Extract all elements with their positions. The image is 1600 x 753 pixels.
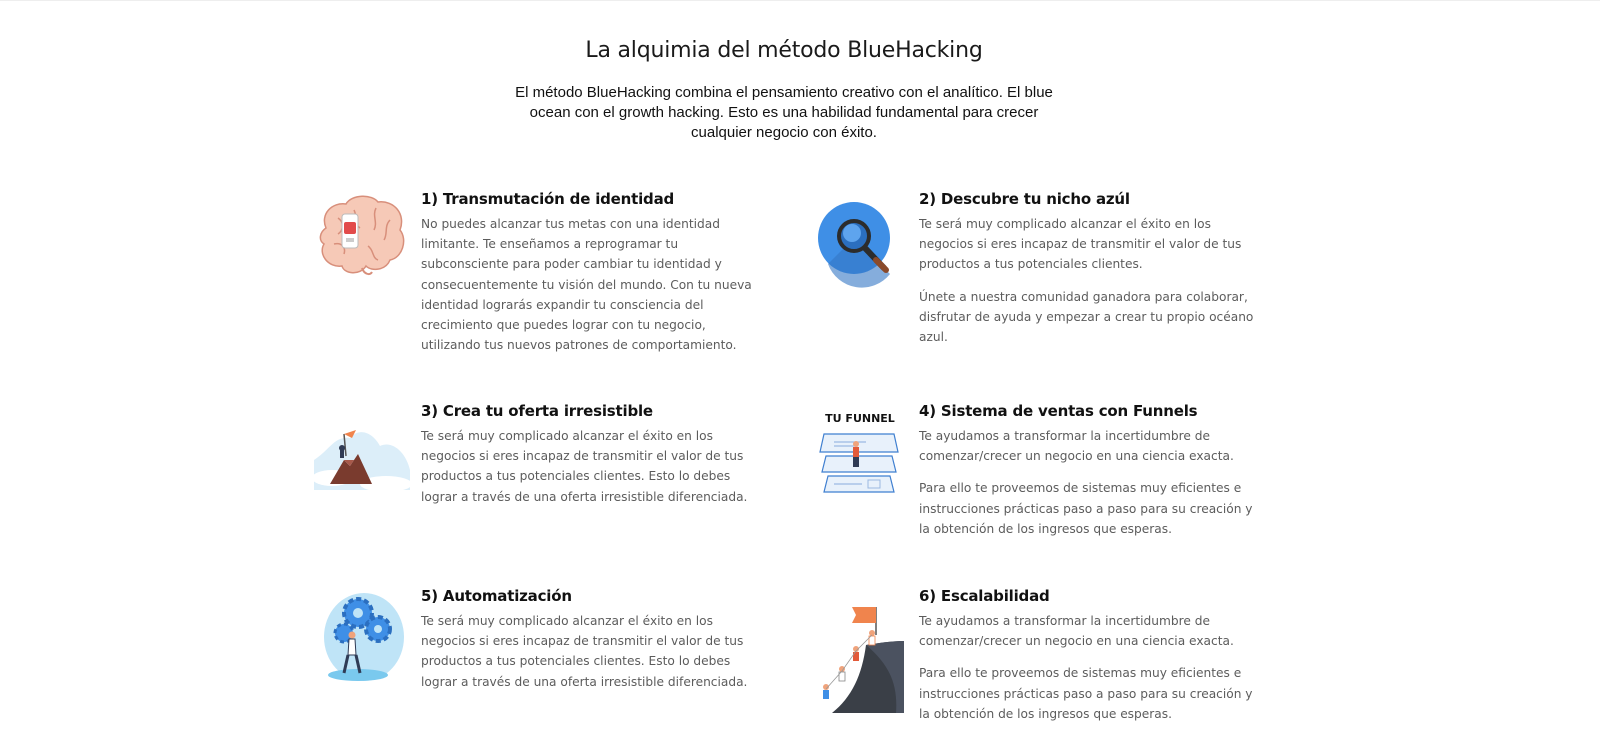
feature-description: Te será muy complicado alcanzar el éxito en los negocios si eres incapaz de transmitir el valor de tus productos a tus potenciales clientes. [919,217,1242,272]
funnel-label: TU FUNNEL [825,412,895,425]
feature-title: 3) Crea tu oferta irresistible [421,402,653,420]
feature-title: 5) Automatización [421,587,572,605]
top-divider [0,0,1600,1]
feature-title: 2) Descubre tu nicho azúl [919,190,1130,208]
gears-icon [314,585,410,695]
intro-text: El método BlueHacking combina el pensamiento creativo con el analítico. El blue ocean con el growth hacking. Esto es una habilidad fundamental para crecer cualquier negocio con éxito. [515,84,1053,141]
feature-description: Te será muy complicado alcanzar el éxito en los negocios si eres incapaz de transmitir el valor de tus productos a tus potenciales clientes. Esto lo debes lograr a través de una oferta irresistible diferenciada. [421,429,748,504]
page-title: La alquimia del método BlueHacking [585,38,983,63]
feature-description: Para ello te proveemos de sistemas muy eficientes e instrucciones prácticas paso a paso para su creación y la obtención de los ingresos que esperas. [919,666,1253,721]
feature-description: Únete a nuestra comunidad ganadora para colaborar, disfrutar de ayuda y empezar a crear tu propio océano azul. [919,289,1254,345]
mountain-flag-icon [314,400,410,510]
feature-description: Para ello te proveemos de sistemas muy eficientes e instrucciones prácticas paso a paso para su creación y la obtención de los ingresos que esperas. [919,481,1253,536]
funnel-icon [812,400,908,510]
feature-title: 1) Transmutación de identidad [421,190,675,208]
feature-title: 6) Escalabilidad [919,587,1050,605]
feature-title: 4) Sistema de ventas con Funnels [919,402,1198,420]
feature-description: Te será muy complicado alcanzar el éxito en los negocios si eres incapaz de transmitir el valor de tus productos a tus potenciales clientes. Esto lo debes lograr a través de una oferta irresistible diferenciada. [421,614,748,689]
magnifier-icon [812,188,908,298]
feature-description: No puedes alcanzar tus metas con una identidad limitante. Te enseñamos a reprogramar tu subconsciente para poder cambiar tu identidad y consecuentemente tu visión del mundo. Con tu nueva identidad lograrás expandir tu consciencia del crecimiento que puedes lograr con tu negocio, utilizando tus nuevos patrones de comportamiento. [421,217,752,353]
brain-icon [314,188,410,298]
climbers-icon [812,585,908,695]
feature-description: Te ayudamos a transformar la incertidumbre de comenzar/crecer un negocio en una ciencia exacta. [919,429,1234,464]
feature-description: Te ayudamos a transformar la incertidumbre de comenzar/crecer un negocio en una ciencia exacta. [919,614,1234,649]
